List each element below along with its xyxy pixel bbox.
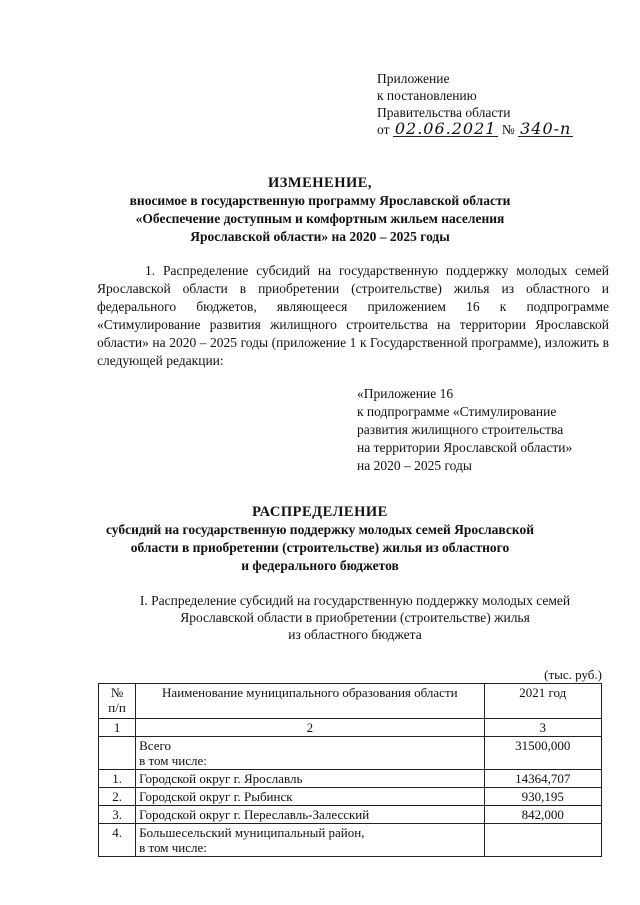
row-name bbox=[136, 824, 484, 857]
row-number: 1. bbox=[99, 770, 136, 788]
number-label: № bbox=[501, 122, 515, 137]
row-name: Городской округ г. Переславль-Залесский bbox=[136, 806, 484, 824]
table-row bbox=[99, 737, 602, 770]
total-sublabel: в том числе: bbox=[139, 753, 207, 768]
section-line-2: Ярославской области в приобретении (строительстве) жилья bbox=[180, 610, 530, 625]
appendix-line-1: Приложение bbox=[377, 71, 450, 86]
row-number: 4. bbox=[99, 824, 136, 857]
section-line-1: I. Распределение субсидий на государственную поддержку молодых семей bbox=[139, 593, 571, 608]
appendix-line-3: Правительства области bbox=[377, 105, 511, 120]
row-number bbox=[99, 737, 136, 770]
table-row bbox=[99, 770, 602, 788]
section-heading bbox=[100, 592, 610, 643]
row-number: 3. bbox=[99, 806, 136, 824]
row-value: 842,000 bbox=[484, 806, 601, 824]
row-value bbox=[484, 824, 601, 857]
appendix-line-2: к постановлению bbox=[377, 88, 477, 103]
title-line-3: Ярославской области» на 2020 – 2025 годы bbox=[190, 229, 450, 244]
unit-label: (тыс. руб.) bbox=[544, 667, 602, 682]
distribution-title bbox=[80, 503, 560, 575]
sub-appendix-line-4: на территории Ярославской области» bbox=[357, 440, 573, 455]
distribution-line-3: и федерального бюджетов bbox=[241, 558, 399, 573]
table-row bbox=[99, 806, 602, 824]
header-number-line-2: п/п bbox=[108, 700, 126, 715]
row-name-line-2: в том числе: bbox=[139, 840, 207, 855]
title-line-2: «Обеспечение доступным и комфортным жильем населения bbox=[135, 211, 505, 226]
sub-appendix-line-2: к подпрограмме «Стимулирование bbox=[357, 404, 557, 419]
row-name bbox=[136, 737, 484, 770]
distribution-line-2: области в приобретении (строительстве) жилья из областного bbox=[130, 540, 510, 555]
column-number-1: 1 bbox=[99, 719, 136, 737]
distribution-line-1: субсидий на государственную поддержку молодых семей Ярославской bbox=[105, 522, 535, 537]
column-number-3: 3 bbox=[484, 719, 601, 737]
row-name: Городской округ г. Ярославль bbox=[136, 770, 484, 788]
header-name: Наименование муниципального образования области bbox=[136, 684, 484, 719]
table-row bbox=[99, 824, 602, 857]
row-value: 31500,000 bbox=[484, 737, 601, 770]
row-name-line-1: Большесельский муниципальный район, bbox=[139, 825, 365, 840]
distribution-heading: РАСПРЕДЕЛЕНИЕ bbox=[252, 504, 388, 520]
amendment-paragraph: 1. Распределение субсидий на государственную поддержку молодых семей Ярославской области в приобретении (строительстве) жилья из областного и федерального бюджетов, являющееся приложением 16 к подпрограмме «Стимулирование развития жилищного строительства на территории Ярославской области» на 2020 – 2025 годы (приложение 1 к Государственной программе), изложить в следующей редакции: bbox=[97, 263, 609, 368]
from-label: от bbox=[377, 122, 390, 137]
row-name: Городской округ г. Рыбинск bbox=[136, 788, 484, 806]
row-value: 930,195 bbox=[484, 788, 601, 806]
handwritten-number: 340-п bbox=[520, 119, 572, 138]
document-title bbox=[80, 174, 560, 246]
row-number: 2. bbox=[99, 788, 136, 806]
table-column-numbers-row bbox=[99, 719, 602, 737]
total-label: Всего bbox=[139, 738, 172, 753]
section-line-3: из областного бюджета bbox=[288, 627, 422, 642]
appendix-stamp bbox=[377, 70, 573, 138]
sub-appendix-line-3: развития жилищного строительства bbox=[357, 422, 564, 437]
header-number-line-1: № bbox=[110, 685, 124, 700]
distribution-table bbox=[98, 683, 602, 857]
header-year: 2021 год bbox=[484, 684, 601, 719]
title-line-1: вносимое в государственную программу Ярославской области bbox=[129, 193, 511, 208]
appendix-date-line bbox=[377, 121, 573, 138]
title-heading: ИЗМЕНЕНИЕ, bbox=[267, 175, 373, 191]
handwritten-date: 02.06.2021 bbox=[394, 119, 497, 138]
row-value: 14364,707 bbox=[484, 770, 601, 788]
sub-appendix-reference bbox=[357, 385, 572, 475]
table-header-row bbox=[99, 684, 602, 719]
sub-appendix-line-1: «Приложение 16 bbox=[357, 386, 454, 401]
table-row bbox=[99, 788, 602, 806]
sub-appendix-line-5: на 2020 – 2025 годы bbox=[357, 458, 472, 473]
header-number bbox=[99, 684, 136, 719]
column-number-2: 2 bbox=[136, 719, 484, 737]
